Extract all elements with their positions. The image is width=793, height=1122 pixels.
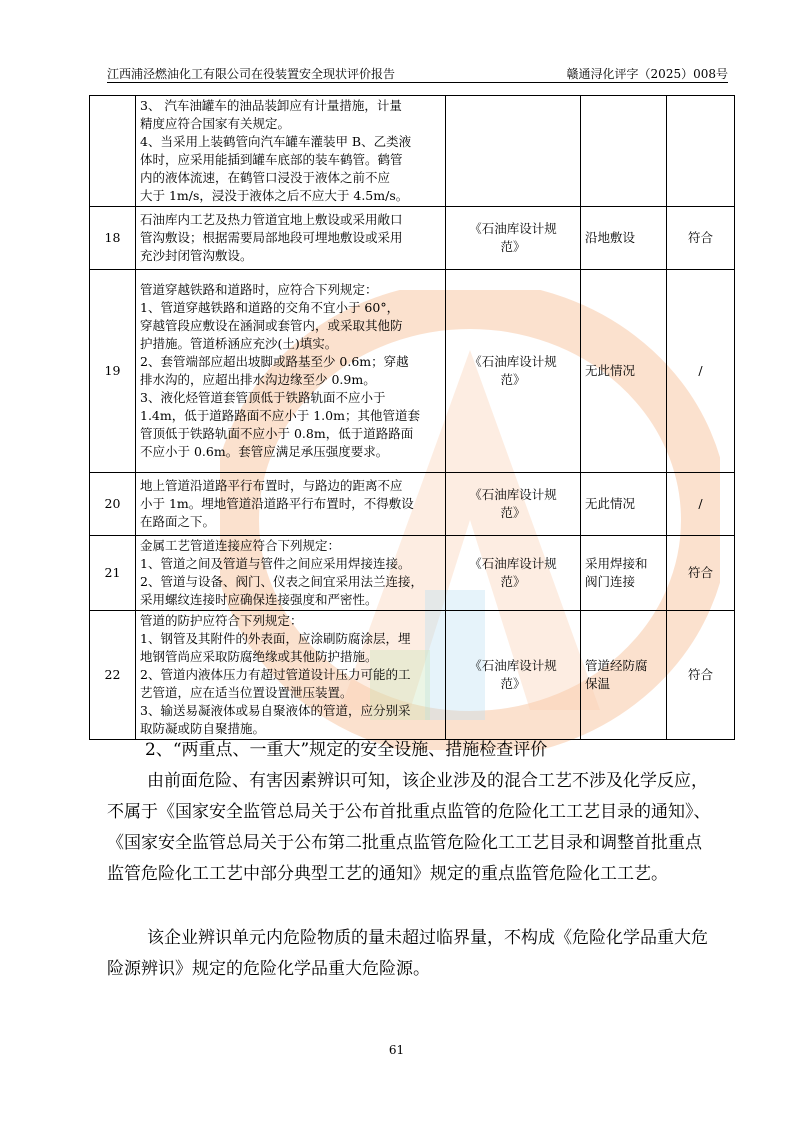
requirement-cell-line: 2、套管端部应超出坡脚或路基至少 0.6m；穿越 <box>140 354 409 369</box>
requirement-cell-line: 金属工艺管道连接应符合下列规定： <box>140 538 341 553</box>
requirement-cell-line: 1、管道穿越铁路和道路的交角不宜小于 60°， <box>140 300 400 315</box>
requirement-cell-line: 3、 汽车油罐车的油品装卸应有计量措施，计量 <box>140 98 402 113</box>
basis-cell <box>446 96 581 207</box>
basis-cell-line: 范》 <box>500 239 526 254</box>
paragraph-hazard-source: 该企业辨识单元内危险物质的量未超过临界量，不构成《危险化学品重大危险源辨识》规定的危险化学品重大危险源。 <box>107 928 708 979</box>
requirement-cell <box>136 96 446 207</box>
basis-cell <box>446 611 581 740</box>
table-row <box>90 96 735 207</box>
status-cell-line: 采用焊接和 <box>585 556 648 571</box>
requirement-cell-line: 小于 1m。埋地管道沿道路平行布置时，不得敷设 <box>140 496 414 511</box>
requirement-cell-line: 穿越管段应敷设在涵洞或套管内，或采取其他防 <box>140 318 403 333</box>
requirement-cell-line: 排水沟的，应超出排水沟边缘至少 0.9m。 <box>140 372 376 387</box>
requirement-cell-line: 3、液化烃管道套管顶低于铁路轨面不应小于 <box>140 390 386 405</box>
requirement-cell-line: 1.4m，低于道路路面不应小于 1.0m；其他管道套 <box>140 408 420 423</box>
basis-cell-line: 《石油库设计规 <box>469 658 557 673</box>
requirement-cell <box>136 473 446 536</box>
basis-cell-line: 范》 <box>500 676 526 691</box>
inspection-table <box>89 95 735 740</box>
row-number-cell: 20 <box>90 473 136 536</box>
table-row <box>90 611 735 740</box>
requirement-cell-line: 3、输送易凝液体或易自聚液体的管道，应分别采 <box>140 703 411 718</box>
paragraph-process: 由前面危险、有害因素辨识可知，该企业涉及的混合工艺不涉及化学反应，不属于《国家安全监管总局关于公布首批重点监管的危险化工工艺目录的通知》、《国家安全监管总局关于公布第二批重点监管危险化工工艺目录和调整首批重点监管危险化工工艺中部分典型工艺的通知》规定的重点监管危险化工工艺。 <box>107 771 711 884</box>
result-cell: 符合 <box>667 611 735 740</box>
report-number: 赣通浔化评字（2025）008号 <box>566 67 728 81</box>
requirement-cell-line: 2、管道与设备、阀门、仪表之间宜采用法兰连接， <box>140 574 423 589</box>
requirement-cell-line: 内的液体流速，在鹤管口浸没于液体之前不应 <box>140 170 391 185</box>
requirement-cell-line: 艺管道，应在适当位置设置泄压装置。 <box>140 685 353 700</box>
status-cell-line: 保温 <box>585 676 611 691</box>
status-cell <box>581 536 667 611</box>
requirement-cell-line: 地上管道沿道路平行布置时，与路边的距离不应 <box>140 478 403 493</box>
basis-cell-line: 范》 <box>500 505 526 520</box>
row-number-cell: 19 <box>90 270 136 473</box>
basis-cell-line: 范》 <box>500 574 526 589</box>
status-cell <box>581 96 667 207</box>
basis-cell <box>446 270 581 473</box>
table-row <box>90 207 735 270</box>
requirement-cell-line: 管沟敷设；根据需要局部地段可埋地敷设或采用 <box>140 230 403 245</box>
result-cell <box>667 96 735 207</box>
basis-cell-line: 范》 <box>500 372 526 387</box>
section-heading: 2、“两重点、一重大”规定的安全设施、措施检查评价 <box>145 740 548 760</box>
requirement-cell-line: 管道的防护应符合下列规定： <box>140 613 303 628</box>
result-cell: 符合 <box>667 207 735 270</box>
requirement-cell-line: 大于 1m/s，浸没于液体之后不应大于 4.5m/s。 <box>140 188 409 203</box>
requirement-cell-line: 精度应符合国家有关规定。 <box>140 116 291 131</box>
result-cell: / <box>667 270 735 473</box>
status-cell-line: 管道经防腐 <box>585 658 648 673</box>
status-cell-line: 沿地敷设 <box>585 230 636 245</box>
status-cell-line: 无此情况 <box>585 496 636 511</box>
result-cell: / <box>667 473 735 536</box>
table-row <box>90 473 735 536</box>
requirement-cell-line: 1、钢管及其附件的外表面，应涂刷防腐涂层，埋 <box>140 631 411 646</box>
row-number-cell: 22 <box>90 611 136 740</box>
requirement-cell-line: 采用螺纹连接时应确保连接强度和严密性。 <box>140 592 378 607</box>
requirement-cell-line: 1、管道之间及管道与管件之间应采用焊接连接。 <box>140 556 411 571</box>
requirement-cell-line: 在路面之下。 <box>140 514 216 529</box>
requirement-cell-line: 管顶低于铁路轨面不应小于 0.8m，低于道路路面 <box>140 426 414 441</box>
basis-cell-line: 《石油库设计规 <box>469 556 557 571</box>
basis-cell <box>446 473 581 536</box>
status-cell <box>581 270 667 473</box>
basis-cell-line: 《石油库设计规 <box>469 354 557 369</box>
requirement-cell-line: 管道穿越铁路和道路时，应符合下列规定： <box>140 282 378 297</box>
row-number-cell <box>90 96 136 207</box>
requirement-cell-line: 充沙封闭管沟敷设。 <box>140 248 253 263</box>
status-cell-line: 无此情况 <box>585 363 636 378</box>
report-title: 江西浦泾燃油化工有限公司在役装置安全现状评价报告 <box>107 67 396 81</box>
requirement-cell-line: 体时，应采用能插到罐车底部的装车鹤管。鹤管 <box>140 152 403 167</box>
status-cell <box>581 473 667 536</box>
requirement-cell-line: 取防凝或防自聚措施。 <box>140 721 266 736</box>
requirement-cell-line: 石油库内工艺及热力管道宜地上敷设或采用敞口 <box>140 212 403 227</box>
basis-cell <box>446 536 581 611</box>
result-cell: 符合 <box>667 536 735 611</box>
page-number: 61 <box>388 1043 405 1057</box>
requirement-cell-line: 4、当采用上装鹤管向汽车罐车灌装甲 B、乙类液 <box>140 134 412 149</box>
status-cell-line: 阀门连接 <box>585 574 636 589</box>
requirement-cell-line: 护措施。管道桥涵应充沙(土)填实。 <box>140 336 338 351</box>
requirement-cell <box>136 611 446 740</box>
basis-cell <box>446 207 581 270</box>
requirement-cell <box>136 207 446 270</box>
basis-cell-line: 《石油库设计规 <box>469 221 557 236</box>
status-cell <box>581 611 667 740</box>
row-number-cell: 21 <box>90 536 136 611</box>
basis-cell-line: 《石油库设计规 <box>469 487 557 502</box>
status-cell <box>581 207 667 270</box>
requirement-cell <box>136 270 446 473</box>
table-row <box>90 536 735 611</box>
page-header <box>107 62 728 83</box>
requirement-cell <box>136 536 446 611</box>
requirement-cell-line: 不应小于 0.6m。套管应满足承压强度要求。 <box>140 444 389 459</box>
requirement-cell-line: 2、管道内液体压力有超过管道设计压力可能的工 <box>140 667 411 682</box>
requirement-cell-line: 地钢管尚应采取防腐绝缘或其他防护措施。 <box>140 649 378 664</box>
table-row <box>90 270 735 473</box>
row-number-cell: 18 <box>90 207 136 270</box>
